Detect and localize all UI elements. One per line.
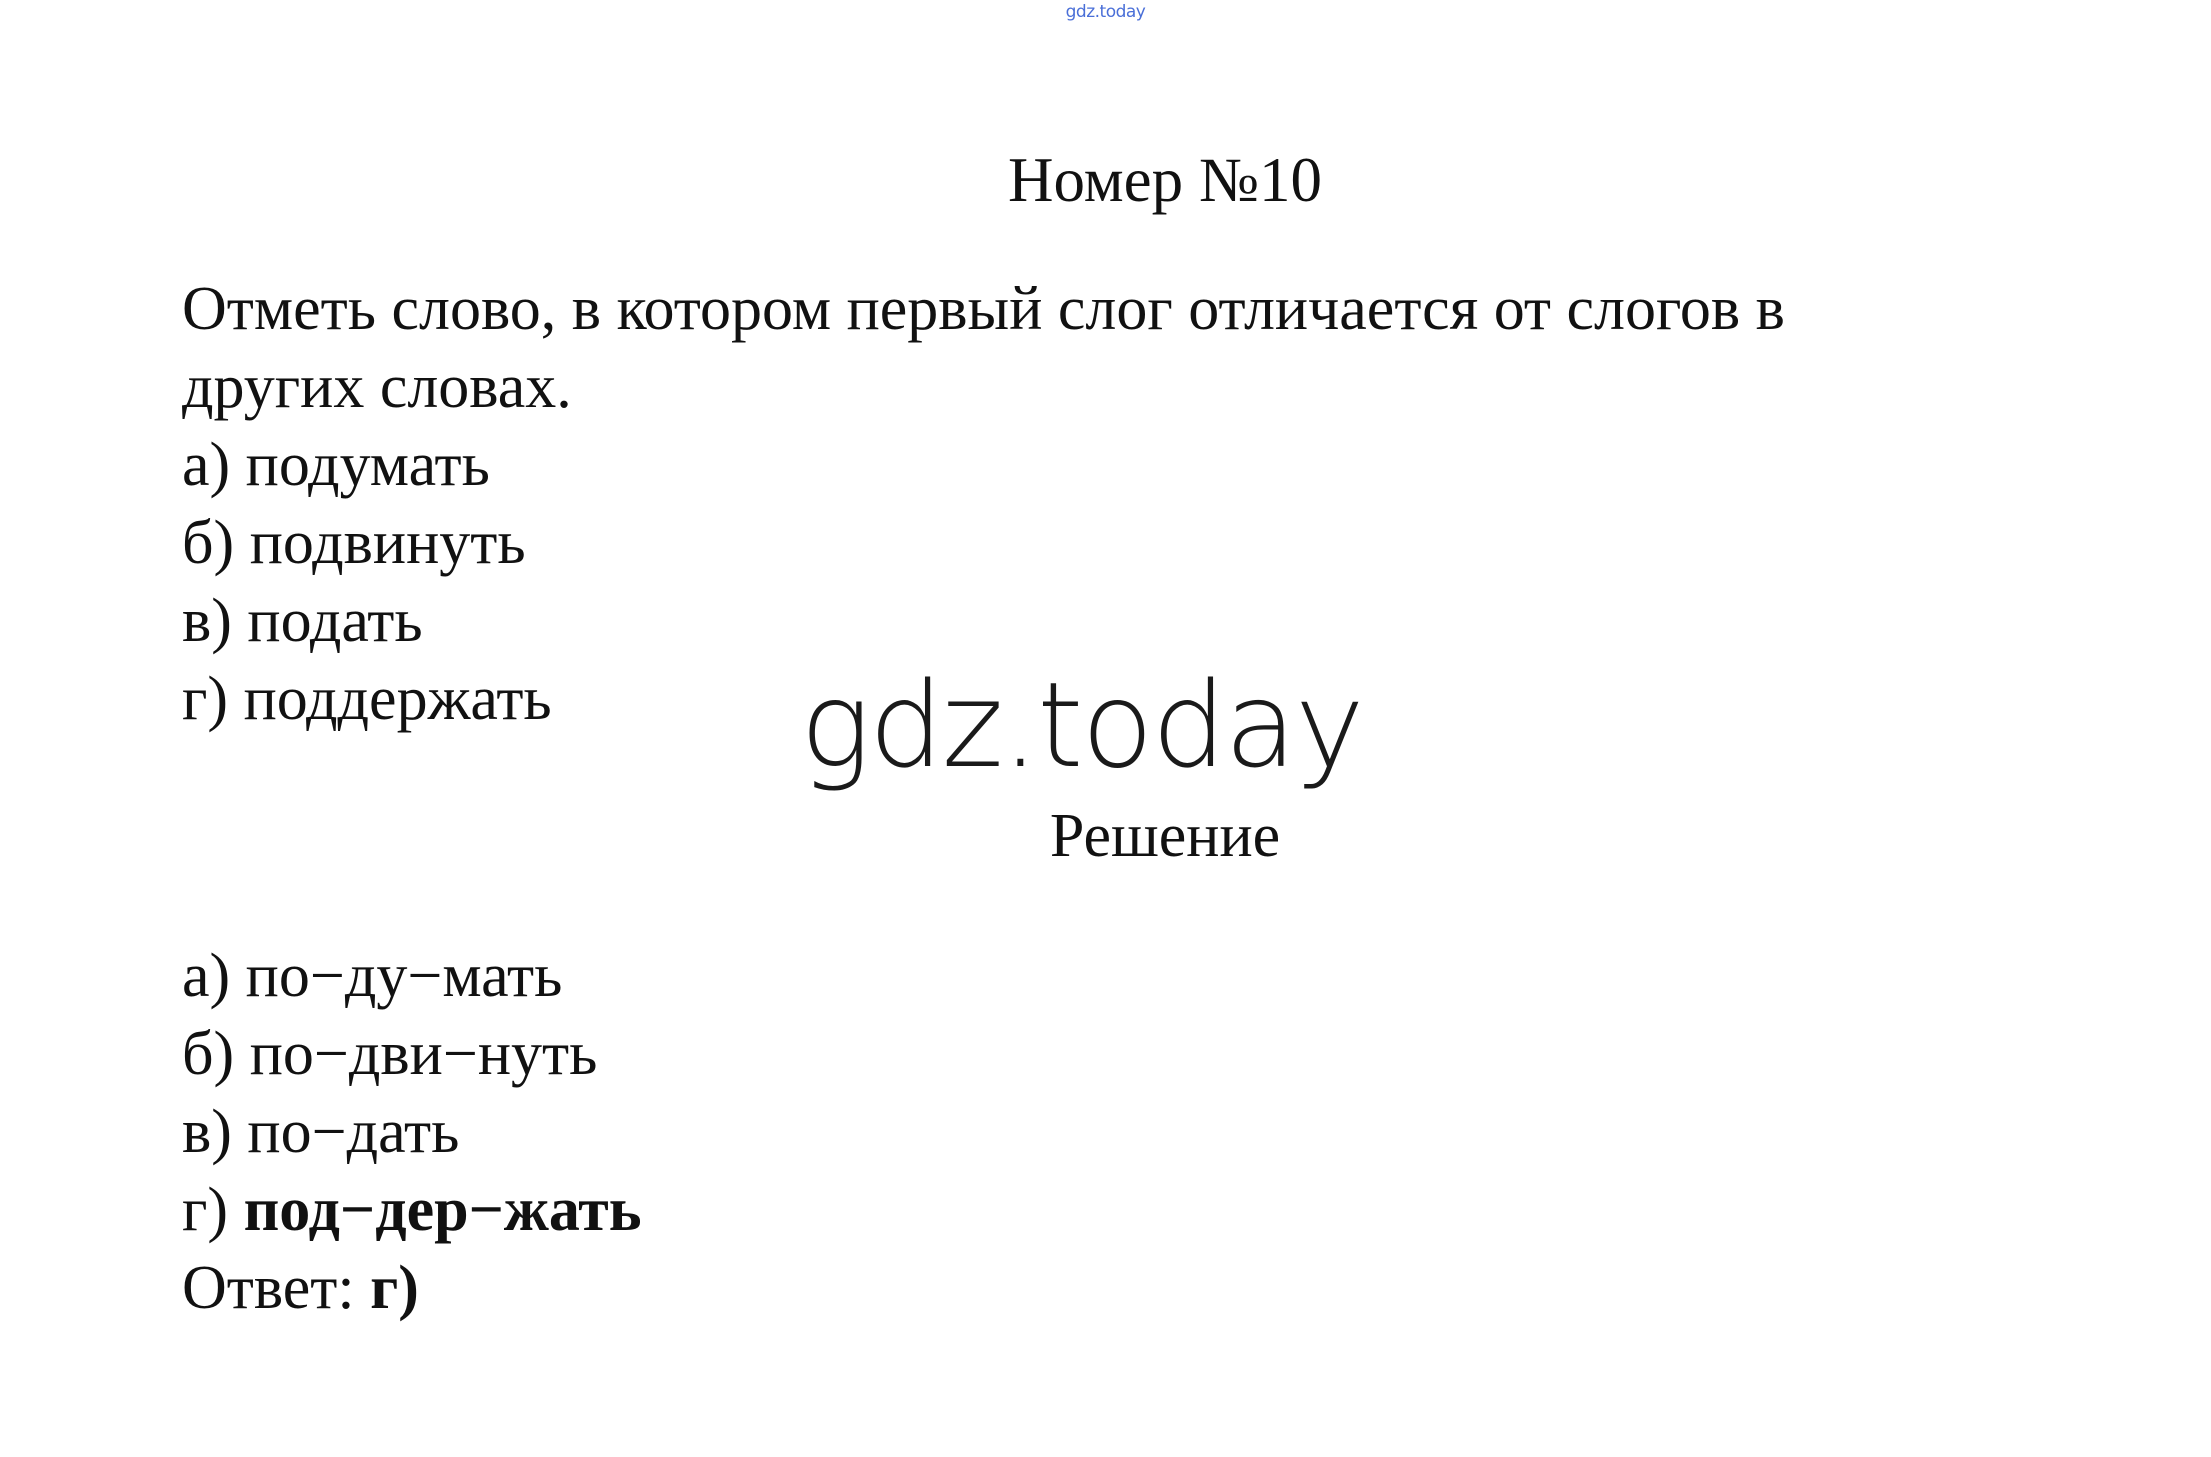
option-c: в) подать <box>182 587 423 655</box>
solution-prefix-a: а) <box>182 942 246 1010</box>
solution-line-c <box>182 1093 642 1171</box>
answer-line <box>182 1249 642 1327</box>
solution-text-d: под−дер−жать <box>243 1176 642 1244</box>
question-line-1: Отметь слово, в котором первый слог отличается от слогов в <box>182 275 1785 343</box>
solution-line-b <box>182 1015 642 1093</box>
option-b: б) подвинуть <box>182 509 526 577</box>
solution-text-b: по−дви−нуть <box>249 1020 598 1088</box>
page-title: Номер №10 <box>1008 145 1322 215</box>
solution-heading: Решение <box>1049 802 1281 870</box>
question-line-2: других словах. <box>182 353 572 421</box>
option-a: а) подумать <box>182 431 490 499</box>
solution-text-c: по−дать <box>247 1098 460 1166</box>
center-watermark-logo: gdz.today <box>800 656 1363 794</box>
solution-prefix-c: в) <box>182 1098 248 1166</box>
solution-text-a: по−ду−мать <box>245 942 563 1010</box>
solution-block <box>182 937 642 1327</box>
option-d: г) поддержать <box>182 665 552 733</box>
top-watermark: gdz.today <box>1065 2 1146 22</box>
solution-line-a <box>182 937 642 1015</box>
solution-line-d <box>182 1171 642 1249</box>
solution-prefix-d: г) <box>182 1176 244 1244</box>
answer-value: г) <box>370 1254 419 1322</box>
solution-prefix-b: б) <box>182 1020 250 1088</box>
answer-label: Ответ: <box>182 1254 371 1322</box>
